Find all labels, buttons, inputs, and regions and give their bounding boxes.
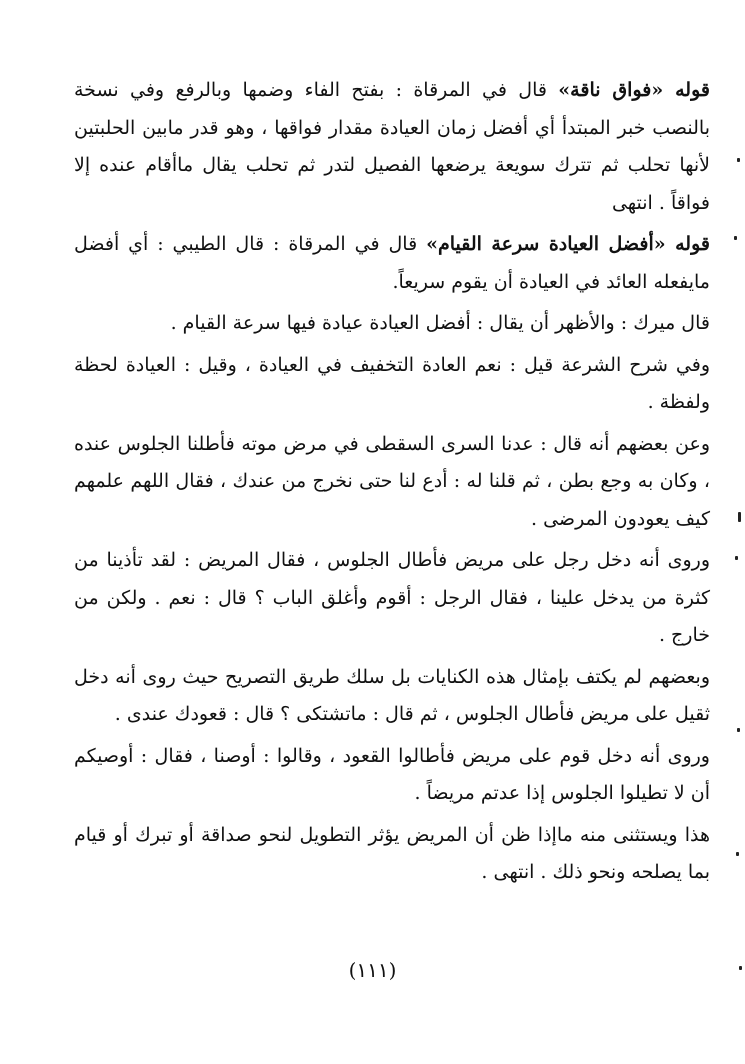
paragraph-text: وفي شرح الشرعة قيل : نعم العادة التخفيف في العيادة ، وقيل : العيادة لحظة ولفظة . bbox=[74, 353, 710, 413]
paragraph-lead: قوله «أفضل العيادة سرعة القيام» bbox=[426, 233, 710, 255]
paragraph-1 bbox=[74, 72, 710, 222]
paragraph-2 bbox=[74, 226, 710, 301]
scan-speck bbox=[738, 512, 741, 522]
paragraph-text: هذا ويستثنى منه ماإذا ظن أن المريض يؤثر التطويل لنحو صداقة أو تبرك أو قيام بما يصلحه ونحو ذلك . انتهى . bbox=[74, 823, 710, 883]
paragraph-7 bbox=[74, 659, 710, 734]
paragraph-text: قال في المرقاة : قال الطيبي : أي أفضل مايفعله العائد في العيادة أن يقوم سريعاً. bbox=[74, 233, 710, 293]
paragraph-text: وروى أنه دخل رجل على مريض فأطال الجلوس ، فقال المريض : لقد تأذينا من كثرة من يدخل علينا ، فقال الرجل : أقوم وأغلق الباب ؟ قال : نعم . ولكن من خارج . bbox=[74, 549, 710, 646]
paragraph-8 bbox=[74, 738, 710, 813]
paragraph-lead: قوله «فواق ناقة» bbox=[558, 79, 710, 101]
scan-speck bbox=[735, 556, 738, 560]
paragraph-9 bbox=[74, 817, 710, 892]
scan-speck bbox=[736, 852, 739, 856]
paragraph-text: وبعضهم لم يكتف بإمثال هذه الكنايات بل سلك طريق التصريح حيث روى أنه دخل ثقيل على مريض فأطال الجلوس ، ثم قال : ماتشتكى ؟ قال : قعودك عندى . bbox=[74, 665, 710, 725]
scan-speck bbox=[737, 728, 740, 732]
paragraph-text: وروى أنه دخل قوم على مريض فأطالوا القعود ، وقالوا : أوصنا ، فقال : أوصيكم أن لا تطيلوا الجلوس إذا عدتم مريضاً . bbox=[74, 744, 710, 804]
paragraph-6 bbox=[74, 542, 710, 655]
paragraph-4 bbox=[74, 347, 710, 422]
paragraph-text: وعن بعضهم أنه قال : عدنا السرى السقطى في مرض موته فأطلنا الجلوس عنده ، وكان به وجع بطن ، ثم قلنا له : أدع لنا حتى نخرج من عندك ، فقال اللهم علمهم كيف يعودون المرضى . bbox=[74, 432, 710, 530]
paragraph-text: قال ميرك : والأظهر أن يقال : أفضل العيادة عيادة فيها سرعة القيام . bbox=[170, 312, 710, 334]
page-number: (١١١) bbox=[348, 958, 397, 982]
scan-speck bbox=[739, 966, 742, 970]
document-page bbox=[74, 72, 710, 896]
paragraph-5 bbox=[74, 426, 710, 539]
scan-speck bbox=[737, 158, 740, 162]
paragraph-3 bbox=[74, 305, 710, 343]
scan-speck bbox=[734, 236, 737, 240]
paragraph-text: قال في المرقاة : بفتح الفاء وضمها وبالرفع وفي نسخة بالنصب خبر المبتدأ أي أفضل زمان العيادة مقدار فواقها ، وهو قدر مابين الحلبتين لأنها تحلب ثم تترك سويعة يرضعها الفصيل لتدر ثم تحلب يقال ماأقام عنده إلا فواقاً . انتهى bbox=[74, 79, 710, 214]
